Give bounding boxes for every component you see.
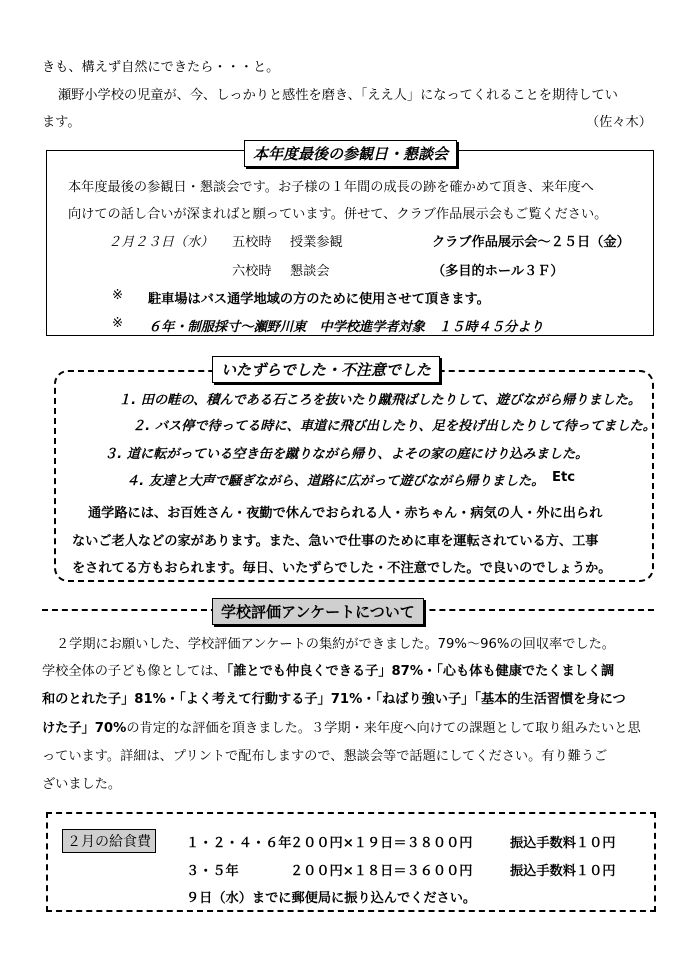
kyushoku-deadline: ９日（水）までに郵便局に振り込んでください。	[186, 891, 477, 906]
anketo-line-1: ２学期にお願いした、学校評価アンケートの集約ができました。79%～96%の回収率でした。	[56, 637, 615, 652]
intro-line-2: 瀬野小学校の児童が、今、しっかりと感性を磨き、「ええ人」になってくれることを期待してい	[58, 88, 618, 103]
period-5: 五校時	[232, 235, 272, 250]
intro-line-3: ます。	[42, 115, 81, 130]
anketo-line-2b: 「誰とでも仲良くできる子」87%・「心も体も健康でたくましく調	[226, 664, 615, 679]
itazura-item-4: ４. 友達と大声で騒ぎながら、道路に広がって遊びながら帰りました。	[126, 474, 545, 489]
itazura-para-1: 通学路には、お百姓さん・夜勤で休んでおられる人・赤ちゃん・病気の人・外に出られ	[88, 506, 603, 521]
itazura-etc: Etc	[552, 470, 576, 485]
itazura-item-1: １. 田の畦の、積んである石ころを抜いたり蹴飛ばしたりして、遊びながら帰りました。	[118, 393, 642, 408]
sankanbi-date: ２月２３日（水）	[108, 235, 214, 250]
club-exhibition: クラブ作品展示会～２５日（金）	[432, 235, 630, 250]
kyushoku-calc-1: ２００円×１９日＝３８００円	[290, 836, 473, 851]
itazura-item-3: ３. 道に転がっている空き缶を蹴りながら帰り、よその家の庭にけり込みました。	[104, 447, 589, 462]
period-6-event: 懇談会	[290, 264, 330, 279]
period-5-event: 授業参観	[290, 235, 343, 250]
kyushoku-calc-2: ２００円×１８日＝３６００円	[290, 864, 473, 879]
sankanbi-para-2: 向けての話し合いが深まればと願っています。併せて、クラブ作品展示会もご覧ください。	[68, 207, 608, 222]
itazura-para-2: ないご老人などの家があります。また、急いで仕事のために車を運転されている方、工事	[72, 534, 599, 549]
note-2: ６年・制服採寸～瀬野川東 中学校進学者対象 １５時４５分より	[148, 320, 544, 335]
anketo-line-4a: けた子」70%	[42, 721, 127, 736]
note-1: 駐車場はバス通学地域の方のために使用させて頂きます。	[148, 292, 490, 307]
anketo-line-4b: の肯定的な評価を頂きました。３学期・来年度へ向けての課題として取り組みたいと思	[126, 721, 641, 736]
anketo-line-3: 和のとれた子」81%・「よく考えて行動する子」71%・「ねばり強い子」「基本的生活習慣を身につ	[42, 692, 626, 707]
kyushoku-fee-1: 振込手数料１０円	[510, 836, 616, 851]
kyushoku-title: ２月の給食費	[62, 829, 156, 853]
anketo-line-5: っています。詳細は、プリントで配布しますので、懇談会等で話題にしてください。有り難うご	[42, 749, 608, 764]
kyushoku-grade-1: １・２・４・６年	[186, 836, 292, 851]
anketo-title: 学校評価アンケートについて	[212, 598, 424, 625]
intro-line-1: きも、構えず自然にできたら・・・と。	[42, 60, 280, 75]
itazura-title: いたずらでした・不注意でした	[212, 356, 440, 383]
sankanbi-title: 本年度最後の参観日・懇談会	[244, 140, 457, 167]
note-1-mark: ※	[112, 288, 124, 303]
anketo-line-2a: 学校全体の子ども像としては、	[42, 664, 227, 679]
period-6: 六校時	[232, 264, 272, 279]
sankanbi-para-1: 本年度最後の参観日・懇談会です。お子様の１年間の成長の跡を確かめて頂き、来年度へ	[68, 180, 594, 195]
anketo-line-4	[42, 717, 641, 736]
club-place: （多目的ホール３Ｆ）	[432, 264, 564, 279]
anketo-line-2	[42, 660, 614, 679]
anketo-line-6: ざいました。	[42, 777, 122, 792]
kyushoku-fee-2: 振込手数料１０円	[510, 864, 616, 879]
kyushoku-grade-2: ３・５年	[186, 864, 239, 879]
itazura-item-2: ２. バス停で待ってる時に、車道に飛び出したり、足を投げ出したりして待ってました。	[132, 419, 656, 434]
note-2-mark: ※	[112, 316, 124, 331]
itazura-para-3: をされてる方もおられます。毎日、いたずらでした・不注意でした。で良いのでしょうか。	[72, 561, 612, 576]
signature: （佐々木）	[586, 115, 652, 130]
